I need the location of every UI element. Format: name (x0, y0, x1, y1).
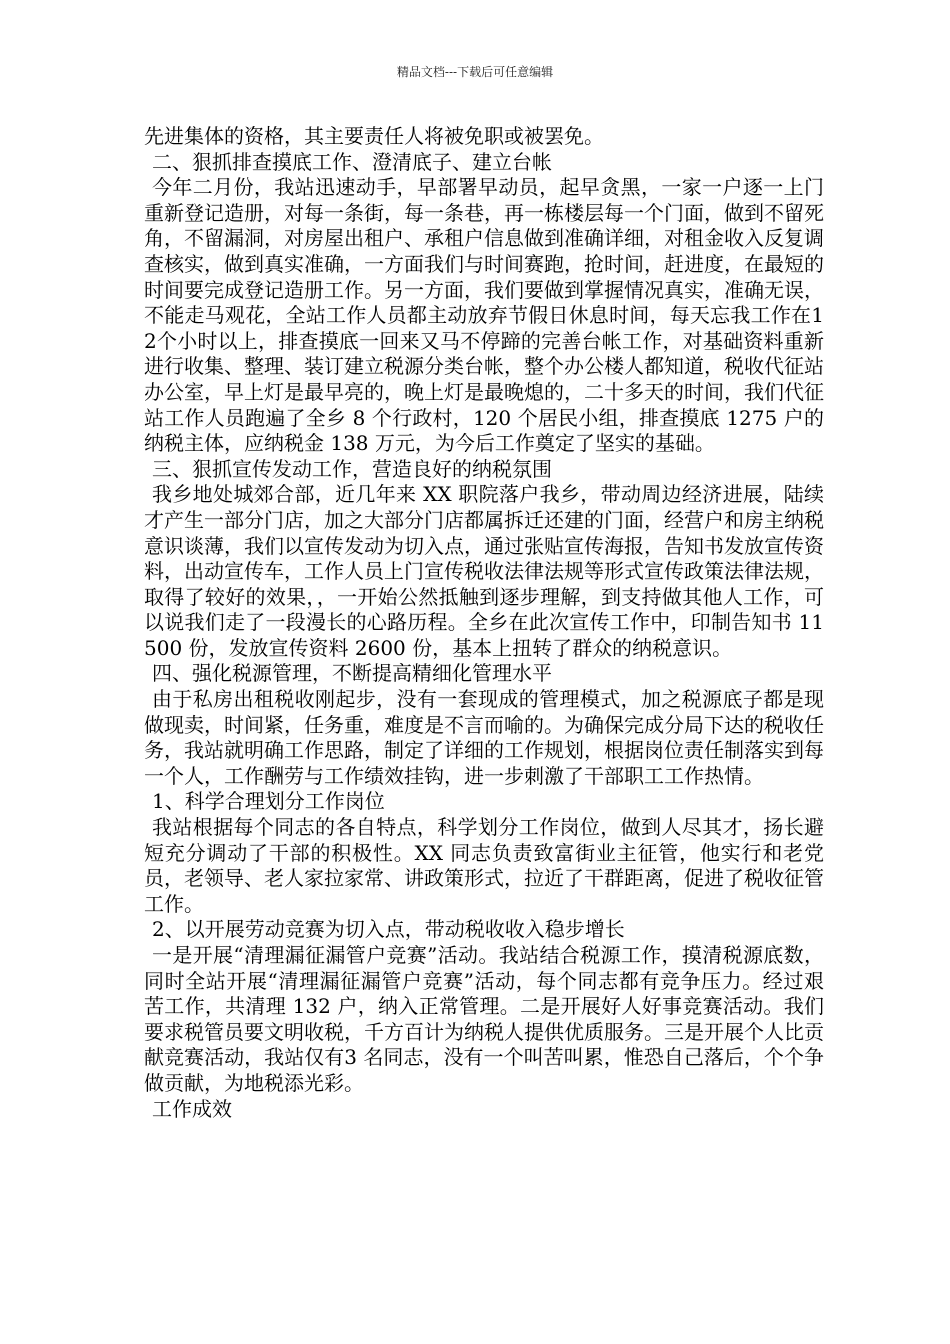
paragraph-subsection-2: 一是开展“清理漏征漏管户竞赛”活动。我站结合税源工作，摸清税源底数，同时全站开展“清理漏征漏管户竞赛”活动，每个同志都有竞争压力。经过艰苦工作，共清理 132 户，纳入正常管理。二是开展好人好事竞赛活动。我们要求税管员要文明收税，千方百计为纳税人提供优质服务。三是开展个人比贡献竞赛活动，我站仅有3 名同志，没有一个叫苦叫累，惟恐自己落后，个个争做贡献，为地税添光彩。 (144, 943, 824, 1095)
paragraph-continuation: 先进集体的资格，其主要责任人将被免职或被罢免。 (144, 124, 604, 148)
paragraph-section-4: 由于私房出租税收刚起步，没有一套现成的管理模式，加之税源底子都是现做现卖，时间紧，任务重，难度是不言而喻的。为确保完成分局下达的税收任务，我站就明确工作思路，制定了详细的工作规划，根据岗位责任制落实到每一个人，工作酬劳与工作绩效挂钩，进一步刺激了干部职工工作热情。 (144, 687, 824, 788)
section-heading-3: 三、狠抓宣传发动工作，营造良好的纳税氛围 (152, 456, 552, 481)
subsection-heading-2: 2、以开展劳动竞赛为切入点，带动税收收入稳步增长 (152, 917, 625, 942)
subsection-heading-1: 1、科学合理划分工作岗位 (152, 789, 385, 814)
section-heading-results: 工作成效 (152, 1096, 232, 1121)
section-heading-4: 四、强化税源管理，不断提高精细化管理水平 (152, 661, 552, 686)
paragraph-section-3: 我乡地处城郊合部，近几年来 XX 职院落户我乡，带动周边经济进展，陆续才产生一部分门店，加之大部分门店都属拆迁还建的门面，经营户和房主纳税意识谈薄，我们以宣传发动为切入点，通过张贴宣传海报，告知书发放宣传资料，出动宣传车，工作人员上门宣传税收法律法规等形式宣传政策法律法规，取得了较好的效果，，一开始公然抵触到逐步理解，到支持做其他人工作，可以说我们走了一段漫长的心路历程。全乡在此次宣传工作中，印制告知书 11500 份，发放宣传资料 2600 份，基本上扭转了群众的纳税意识。 (144, 482, 824, 660)
paragraph-subsection-1: 我站根据每个同志的各自特点，科学划分工作岗位，做到人尽其才，扬长避短充分调动了干部的积极性。XX 同志负责致富街业主征管，他实行和老党员，老领导、老人家拉家常、讲政策形式，拉近了干群距离，促进了税收征管工作。 (144, 815, 824, 916)
paragraph-section-2: 今年二月份，我站迅速动手，早部署早动员，起早贪黑，一家一户逐一上门重新登记造册，对每一条街，每一条巷，再一栋楼层每一个门面，做到不留死角，不留漏洞，对房屋出租户、承租户信息做到准确详细，对租金收入反复调查核实，做到真实准确，一方面我们与时间赛跑，抢时间，赶进度，在最短的时间要完成登记造册工作。另一方面，我们要做到掌握情况真实，准确无误，不能走马观花，全站工作人员都主动放弃节假日休息时间，每天忘我工作在12个小时以上，排查摸底一回来又马不停蹄的完善台帐工作，对基础资料重新进行收集、整理、装订建立税源分类台帐，整个办公楼人都知道，税收代征站办公室，早上灯是最早亮的，晚上灯是最晚熄的，二十多天的时间，我们代征站工作人员跑遍了全乡 8 个行政村，120 个居民小组，排查摸底 1275 户的纳税主体，应纳税金 138 万元，为今后工作奠定了坚实的基础。 (144, 175, 824, 456)
page-header: 精品文档---下载后可任意编辑 (396, 65, 554, 79)
section-heading-2: 二、狠抓排查摸底工作、澄清底子、建立台帐 (152, 149, 552, 174)
document-body (144, 124, 824, 1122)
